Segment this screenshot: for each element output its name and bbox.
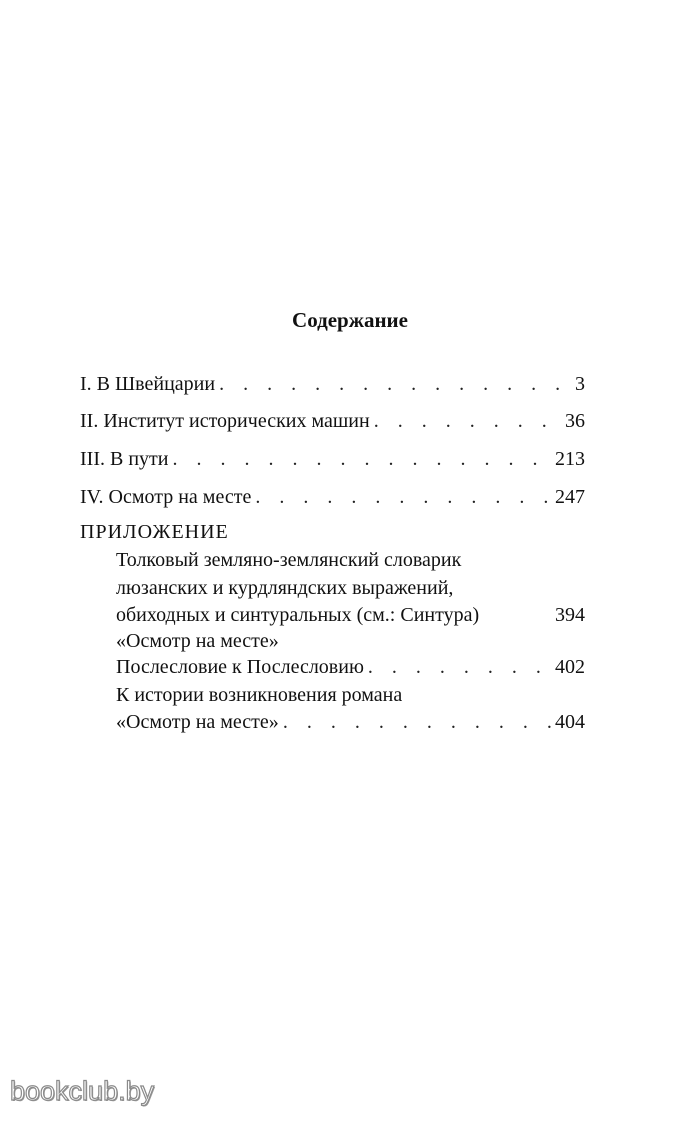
leader-dots xyxy=(283,710,551,734)
toc-entry-dictionary[interactable] xyxy=(116,603,585,627)
history-title-line-1[interactable]: К истории возникновения романа xyxy=(116,684,403,706)
toc-entry-label: Послесловие к Послесловию xyxy=(116,656,364,678)
page-title: Содержание xyxy=(292,308,408,332)
toc-entry-history[interactable] xyxy=(116,710,585,734)
leader-dots xyxy=(368,655,551,679)
dictionary-title-line-4[interactable]: «Осмотр на месте» xyxy=(116,630,279,652)
leader-dots xyxy=(219,372,571,396)
toc-entry-4[interactable] xyxy=(80,485,585,509)
toc-entry-3[interactable] xyxy=(80,447,585,471)
toc-entry-label: обиходных и синтуральных (см.: Синтура) xyxy=(116,604,480,626)
toc-entry-afterword[interactable] xyxy=(116,655,585,679)
dictionary-title-line-1[interactable]: Толковый земляно-землянский словарик xyxy=(116,549,462,571)
toc-entry-label: IV. Осмотр на месте xyxy=(80,486,252,508)
toc-entry-page: 213 xyxy=(555,448,585,470)
toc-entry-label: II. Институт исторических машин xyxy=(80,410,370,432)
toc-entry-label: «Осмотр на месте» xyxy=(116,711,279,733)
leader-dots xyxy=(374,409,561,433)
toc-entry-page: 36 xyxy=(565,410,585,432)
appendix-heading: ПРИЛОЖЕНИЕ xyxy=(80,521,229,543)
dictionary-title-line-2[interactable]: люзанских и курдляндских выражений, xyxy=(116,577,454,599)
toc-entry-label: I. В Швейцарии xyxy=(80,373,216,395)
toc-entry-label: III. В пути xyxy=(80,448,169,470)
watermark-text: bookclub.by xyxy=(10,1076,155,1106)
toc-entry-page: 404 xyxy=(555,711,585,733)
toc-entry-page: 402 xyxy=(555,656,585,678)
toc-entry-page: 394 xyxy=(555,604,585,626)
leader-dots xyxy=(172,447,551,471)
toc-entry-1[interactable] xyxy=(80,372,585,396)
toc-entry-page: 247 xyxy=(555,486,585,508)
toc-entry-page: 3 xyxy=(575,373,585,395)
toc-entry-2[interactable] xyxy=(80,409,585,433)
leader-dots xyxy=(255,485,551,509)
